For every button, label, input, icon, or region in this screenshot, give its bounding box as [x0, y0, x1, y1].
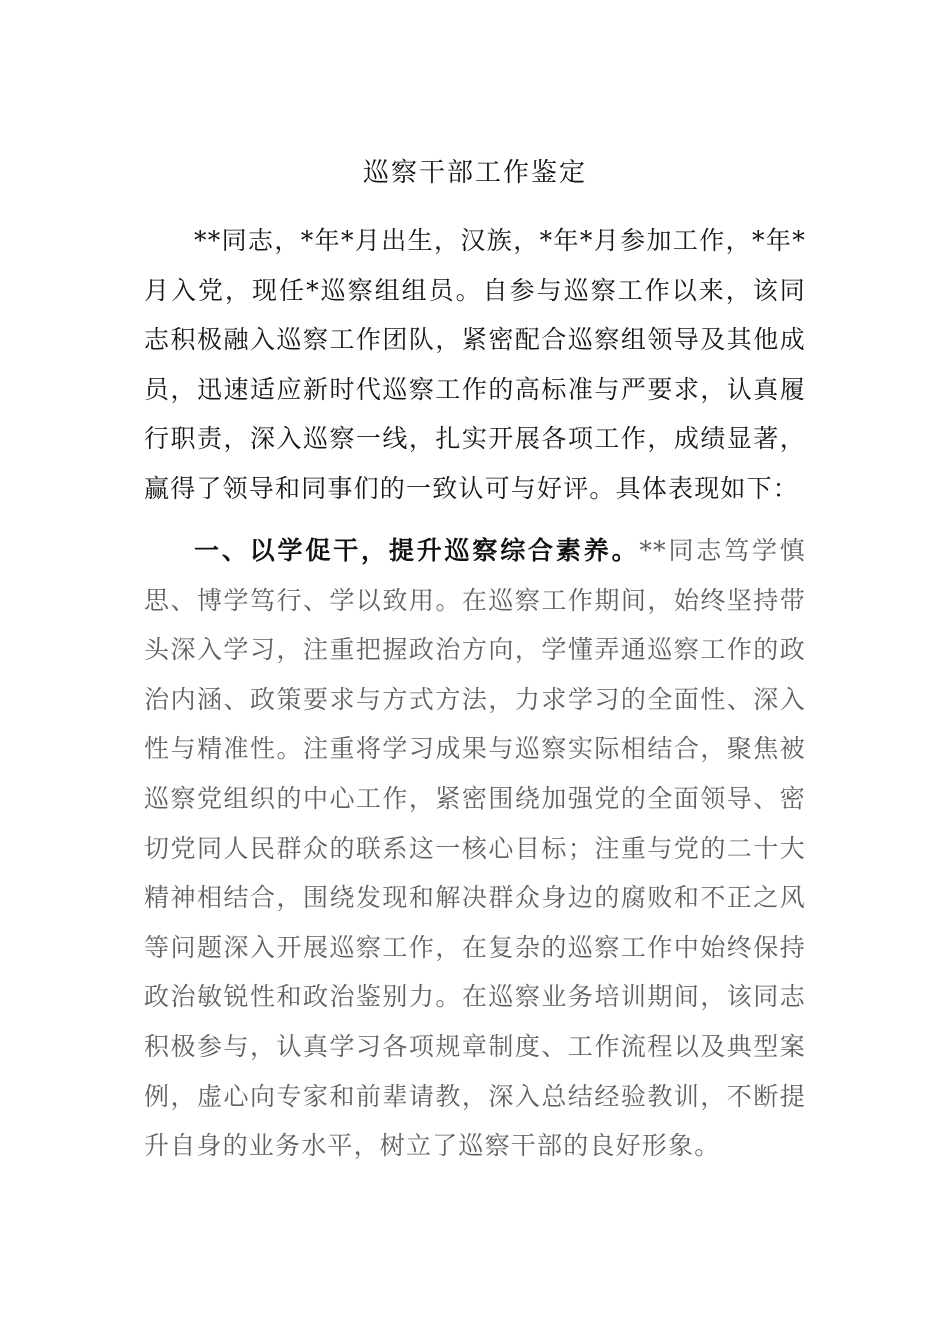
section-one-heading: 一、以学促干，提升巡察综合素养。: [194, 536, 640, 565]
intro-paragraph-text: **同志，*年*月出生，汉族，*年*月参加工作，*年*月入党，现任*巡察组组员。自参与巡察工作以来，该同志积极融入巡察工作团队，紧密配合巡察组领导及其他成员，迅速适应新时代巡察工作的高标准与严要求，认真履行职责，深入巡察一线，扎实开展各项工作，成绩显著，赢得了领导和同事们的一致认可与好评。具体表现如下：: [144, 226, 806, 503]
intro-paragraph: [144, 216, 806, 514]
section-one-paragraph: [144, 526, 806, 1171]
section-one-body: **同志笃学慎思、博学笃行、学以致用。在巡察工作期间，始终坚持带头深入学习，注重把握政治方向，学懂弄通巡察工作的政治内涵、政策要求与方式方法，力求学习的全面性、深入性与精准性。注重将学习成果与巡察实际相结合，聚焦被巡察党组织的中心工作，紧密围绕加强党的全面领导、密切党同人民群众的联系这一核心目标；注重与党的二十大精神相结合，围绕发现和解决群众身边的腐败和不正之风等问题深入开展巡察工作，在复杂的巡察工作中始终保持政治敏锐性和政治鉴别力。在巡察业务培训期间，该同志积极参与，认真学习各项规章制度、工作流程以及典型案例，虚心向专家和前辈请教，深入总结经验教训，不断提升自身的业务水平，树立了巡察干部的良好形象。: [144, 536, 806, 1161]
document-title: 巡察干部工作鉴定: [362, 158, 587, 188]
